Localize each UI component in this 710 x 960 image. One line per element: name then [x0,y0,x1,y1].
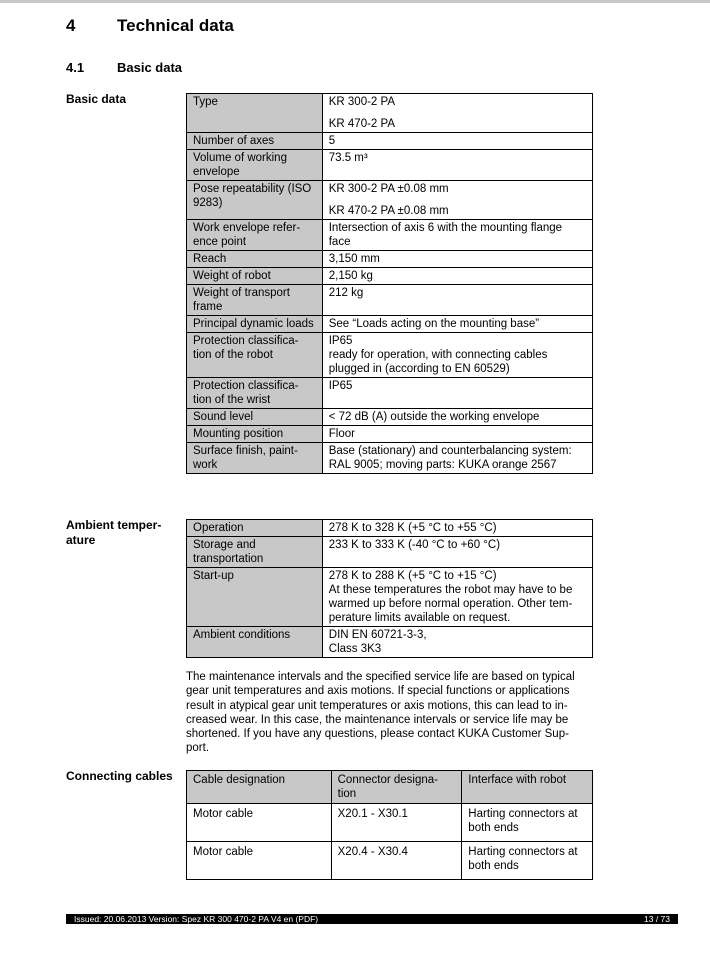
row-value [322,378,592,409]
top-border [0,0,710,3]
row-label: Mounting position [187,426,323,443]
ambient-temperature-table [186,519,593,658]
cables-side-label: Connecting cables [66,769,173,783]
row-value [322,333,592,378]
row-value [322,520,592,537]
value-line: KR 300-2 PA ±0.08 mm [328,183,449,195]
table-row [187,316,593,333]
row-label: Protection classifica-tion of the wrist [187,378,323,409]
row-value [322,409,592,426]
table-row [187,537,593,568]
row-label: Principal dynamic loads [187,316,323,333]
table-row [187,285,593,316]
value-line: 2,150 kg [328,270,373,282]
table-cell: X20.4 - X30.4 [331,842,462,880]
row-value [322,568,592,627]
table-row [187,94,593,133]
cables-header-row [187,771,593,804]
value-line: KR 470-2 PA [328,118,395,130]
section-heading [66,60,182,75]
table-row [187,150,593,181]
row-label: Pose repeatability (ISO 9283) [187,181,323,220]
basic-data-side-label: Basic data [66,92,127,106]
value-line: DIN EN 60721-3-3, [328,629,427,641]
value-line: ready for operation, with connecting cables plugged in (according to EN 60529) [328,349,548,375]
row-label: Sound level [187,409,323,426]
row-label: Reach [187,251,323,268]
value-line: 3,150 mm [328,253,380,265]
footer-issue-info: Issued: 20.06.2013 Version: Spez KR 300 470-2 PA V4 en (PDF) [74,914,319,924]
value-line: < 72 dB (A) outside the working envelope [328,411,540,423]
table-row [187,220,593,251]
table-cell: Motor cable [187,842,332,880]
table-cell: Motor cable [187,804,332,842]
column-header: Interface with robot [462,771,593,804]
value-line: Base (stationary) and counterbalancing system: RAL 9005; moving parts: KUKA orange 2567 [328,445,572,471]
table-cell: Harting connectors at both ends [462,804,593,842]
row-label: Weight of transport frame [187,285,323,316]
table-row [187,804,593,842]
table-row [187,181,593,220]
value-line: 278 K to 288 K (+5 °C to +15 °C) [328,570,497,582]
row-label: Surface finish, paint-work [187,443,323,474]
row-value [322,150,592,181]
row-value [322,443,592,474]
row-value [322,94,592,133]
row-value [322,181,592,220]
row-value [322,285,592,316]
chapter-number: 4 [66,16,76,35]
row-label: Storage and transportation [187,537,323,568]
row-label: Ambient conditions [187,627,323,658]
table-row [187,133,593,150]
value-line: See “Loads acting on the mounting base” [328,318,540,330]
row-value [322,537,592,568]
value-line: IP65 [328,380,353,392]
table-row [187,378,593,409]
value-line: KR 300-2 PA [328,96,395,108]
ambient-side-label: Ambient temper-ature [66,518,162,547]
maintenance-note: The maintenance intervals and the specified service life are based on typical gear unit temperatures and axis motions. If special functions or applications result in atypical gear unit temperatures or axis motions, this can lead to in-creased wear. In this case, the maintenance intervals or service life may be shortened. If you have any questions, please contact KUKA Customer Sup-port. [186,671,575,755]
row-label: Operation [187,520,323,537]
row-value [322,133,592,150]
table-row [187,268,593,285]
value-line: 212 kg [328,287,364,299]
value-line: IP65 [328,335,353,347]
value-line: KR 470-2 PA ±0.08 mm [328,205,449,217]
value-line: 233 K to 333 K (-40 °C to +60 °C) [328,539,501,551]
row-label: Type [187,94,323,133]
value-line: 73.5 m³ [328,152,368,164]
column-header: Connector designa-tion [331,771,462,804]
row-value [322,251,592,268]
table-row [187,627,593,658]
value-line: Class 3K3 [328,643,382,655]
table-row [187,409,593,426]
row-value [322,220,592,251]
row-value [322,316,592,333]
table-cell: Harting connectors at both ends [462,842,593,880]
chapter-title: Technical data [117,16,234,35]
chapter-heading [66,16,234,36]
row-label: Number of axes [187,133,323,150]
table-row [187,842,593,880]
row-label: Weight of robot [187,268,323,285]
table-row [187,251,593,268]
page-footer [66,914,678,924]
table-cell: X20.1 - X30.1 [331,804,462,842]
row-label: Work envelope refer-ence point [187,220,323,251]
table-row [187,568,593,627]
row-value [322,268,592,285]
column-header: Cable designation [187,771,332,804]
row-value [322,627,592,658]
value-line: At these temperatures the robot may have to be warmed up before normal operation. Other tem-perature limits available on request. [328,584,573,624]
table-row [187,520,593,537]
row-label: Start-up [187,568,323,627]
basic-data-table [186,93,593,474]
table-row [187,443,593,474]
value-line: Floor [328,428,355,440]
value-line: Intersection of axis 6 with the mounting flange face [328,222,563,248]
table-row [187,426,593,443]
footer-page-number: 13 / 73 [644,914,670,924]
row-label: Protection classifica-tion of the robot [187,333,323,378]
value-line: 5 [328,135,336,147]
value-line: 278 K to 328 K (+5 °C to +55 °C) [328,522,497,534]
row-label: Volume of working envelope [187,150,323,181]
row-value [322,426,592,443]
section-number: 4.1 [66,60,85,75]
connecting-cables-table [186,770,593,880]
section-title: Basic data [117,60,183,75]
table-row [187,333,593,378]
